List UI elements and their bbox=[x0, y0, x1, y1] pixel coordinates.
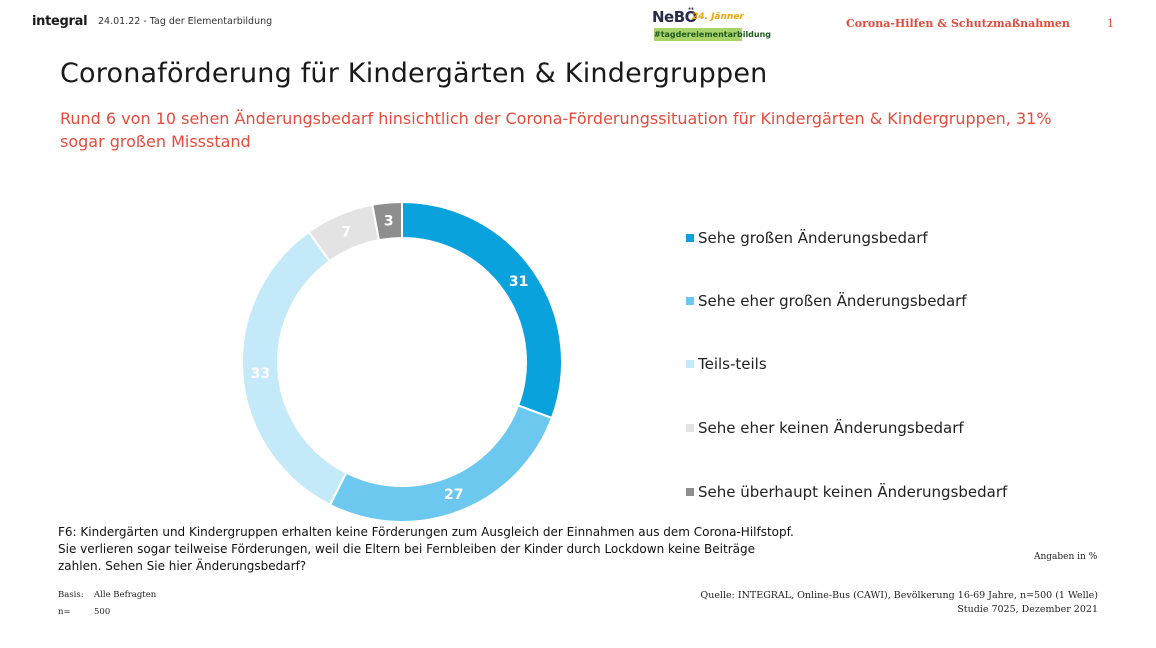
legend-item bbox=[686, 292, 967, 310]
study-line: Studie 7025, Dezember 2021 bbox=[957, 604, 1098, 615]
legend-item bbox=[686, 355, 767, 373]
legend-swatch bbox=[686, 424, 694, 432]
slice-value-label: 31 bbox=[508, 274, 529, 291]
donut-slice bbox=[402, 202, 562, 418]
legend-label: Sehe eher keinen Änderungsbedarf bbox=[698, 419, 964, 437]
legend-swatch bbox=[686, 360, 694, 368]
unit-note: Angaben in % bbox=[1034, 552, 1098, 562]
event-logo-date: 24. Jänner bbox=[692, 12, 744, 22]
basis-label: Basis: bbox=[58, 590, 84, 600]
survey-question: F6: Kindergärten und Kindergruppen erhalten keine Förderungen zum Ausgleich der Einnahmen aus dem Corona-Hilfstopf. Sie verlieren sogar teilweise Förderungen, weil die Eltern bei Fernbleiben der Kinder durch Lockdown keine Beiträge zahlen. Sehen Sie hier Änderungsbedarf? bbox=[58, 525, 794, 573]
legend-swatch bbox=[686, 234, 694, 242]
legend-item bbox=[686, 483, 1007, 501]
legend-item bbox=[686, 229, 928, 247]
slice-value-label: 3 bbox=[383, 213, 394, 230]
legend-label: Sehe überhaupt keinen Änderungsbedarf bbox=[698, 483, 1008, 501]
date-line: 24.01.22 - Tag der Elementarbildung bbox=[98, 16, 273, 27]
integral-logo: integral bbox=[32, 14, 88, 29]
slice-value-label: 27 bbox=[444, 487, 464, 504]
page-title: Coronaförderung für Kindergärten & Kindergruppen bbox=[60, 58, 768, 89]
event-logo-hashtag: #tagderelementarbildung bbox=[654, 30, 772, 39]
legend-swatch bbox=[686, 488, 694, 496]
basis-value: Alle Befragten bbox=[94, 590, 157, 600]
section-title: Corona-Hilfen & Schutzmaßnahmen bbox=[846, 17, 1070, 30]
page-number: 1 bbox=[1107, 17, 1114, 30]
legend-item bbox=[686, 419, 964, 437]
n-value: 500 bbox=[94, 607, 111, 617]
donut-slice bbox=[330, 405, 552, 522]
legend-label: Teils-teils bbox=[698, 355, 767, 373]
legend-swatch bbox=[686, 297, 694, 305]
legend-label: Sehe eher großen Änderungsbedarf bbox=[698, 292, 967, 310]
event-logo-main: NeBÖ bbox=[652, 8, 697, 26]
slice-value-label: 7 bbox=[341, 224, 352, 241]
legend-label: Sehe großen Änderungsbedarf bbox=[698, 229, 928, 247]
n-label: n= bbox=[58, 607, 71, 617]
page-subtitle: Rund 6 von 10 sehen Änderungsbedarf hinsichtlich der Corona-Förderungssituation für Kindergärten & Kindergruppen, 31% sogar großen Missstand bbox=[60, 109, 1052, 151]
source-line: Quelle: INTEGRAL, Online-Bus (CAWI), Bevölkerung 16-69 Jahre, n=500 (1 Welle) bbox=[700, 590, 1098, 601]
slice-value-label: 33 bbox=[250, 366, 271, 383]
